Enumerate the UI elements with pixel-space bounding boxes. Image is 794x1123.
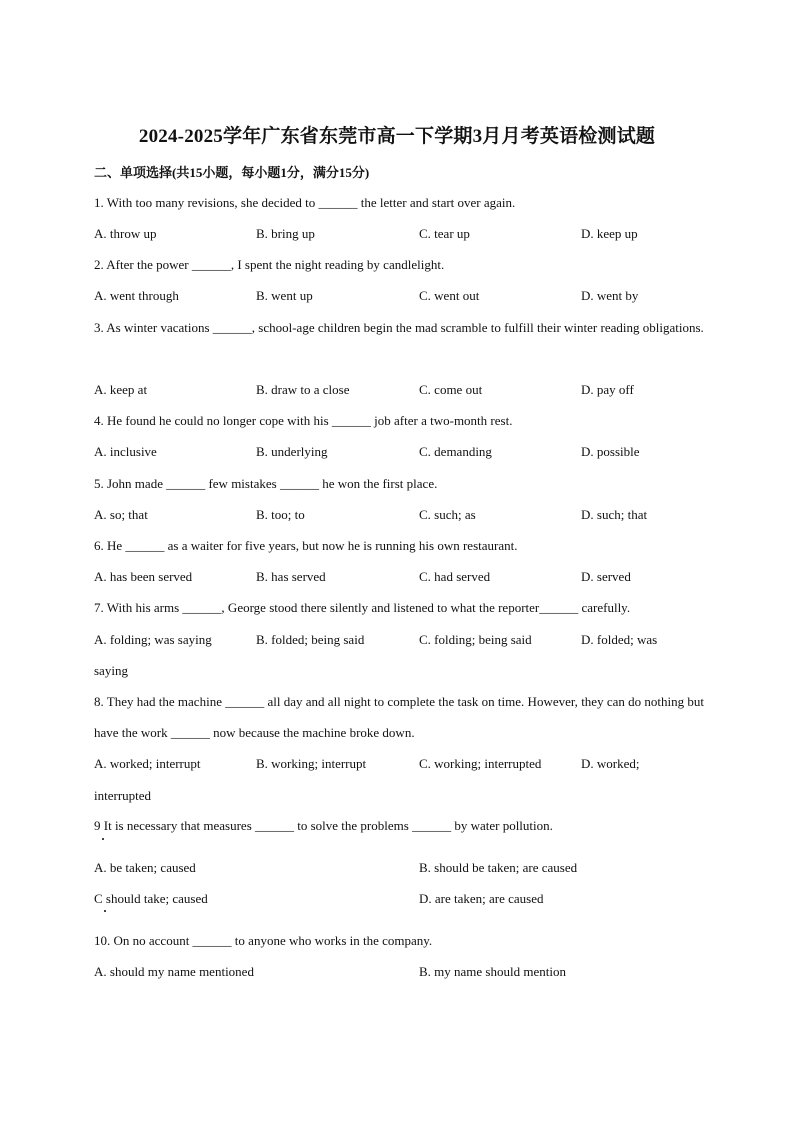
option-b: B. draw to a close (256, 382, 350, 397)
option-c: C. come out (419, 382, 483, 397)
question-5-stem: 5. John made ______ few mistakes ______ he won the first place. (94, 476, 438, 491)
option-c: C. folding; being said (419, 632, 532, 647)
option-d-continuation: saying (94, 663, 128, 678)
option-d: D. are taken; are caused (419, 891, 544, 906)
option-c: C. went out (419, 288, 480, 303)
option-d: D. keep up (581, 226, 638, 241)
option-a: A. should my name mentioned (94, 964, 254, 979)
question-9-options-row-1 (94, 852, 704, 883)
option-c: C. had served (419, 569, 491, 584)
question-4-stem: 4. He found he could no longer cope with his ______ job after a two-month rest. (94, 413, 513, 428)
question-3-options (94, 374, 704, 405)
page-title: 2024-2025学年广东省东莞市高一下学期3月月考英语检测试题 (138, 126, 656, 147)
option-b: B. my name should mention (419, 964, 566, 979)
question-3-stem: 3. As winter vacations ______, school-age children begin the mad scramble to fulfill their winter reading obligations. (94, 320, 704, 335)
question-1-options (94, 218, 704, 249)
option-b: B. underlying (256, 444, 328, 459)
option-b: B. working; interrupt (256, 756, 367, 771)
question-8-stem: 8. They had the machine ______ all day and all night to complete the task on time. However, they can do nothing but have the work ______ now because the machine broke down. (94, 694, 704, 740)
stray-mark (104, 910, 106, 912)
option-a: A. keep at (94, 382, 148, 397)
option-d: D. worked; (581, 756, 640, 771)
option-d: D. pay off (581, 382, 634, 397)
question-10-options (94, 956, 704, 987)
option-c: C should take; caused (94, 891, 208, 906)
question-7-options (94, 624, 704, 655)
option-b: B. folded; being said (256, 632, 365, 647)
option-d: D. went by (581, 288, 639, 303)
question-6-options (94, 561, 704, 592)
question-10-stem: 10. On no account ______ to anyone who works in the company. (94, 933, 433, 948)
option-b: B. has served (256, 569, 326, 584)
stray-mark (102, 838, 104, 840)
question-2-options (94, 280, 704, 311)
option-a: A. worked; interrupt (94, 756, 201, 771)
question-6-stem: 6. He ______ as a waiter for five years, but now he is running his own restaurant. (94, 538, 518, 553)
option-b: B. should be taken; are caused (419, 860, 578, 875)
option-c: C. such; as (419, 507, 476, 522)
question-5-options (94, 499, 704, 530)
question-4-options (94, 436, 704, 467)
section-heading: 二、单项选择(共15小题，每小题1分，满分15分) (94, 165, 370, 180)
option-b: B. went up (256, 288, 313, 303)
option-d: D. served (581, 569, 631, 584)
question-7-stem: 7. With his arms ______, George stood there silently and listened to what the reporter______ carefully. (94, 600, 631, 615)
option-a: A. so; that (94, 507, 148, 522)
option-a: A. has been served (94, 569, 193, 584)
option-a: A. throw up (94, 226, 157, 241)
option-d: D. possible (581, 444, 640, 459)
option-d-continuation: interrupted (94, 788, 152, 803)
option-a: A. be taken; caused (94, 860, 196, 875)
question-9-options-row-2 (94, 883, 704, 914)
question-9-stem: 9 It is necessary that measures ______ to solve the problems ______ by water pollution. (94, 818, 553, 833)
question-2-stem: 2. After the power ______, I spent the night reading by candlelight. (94, 257, 445, 272)
option-c: C. tear up (419, 226, 470, 241)
option-d: D. such; that (581, 507, 648, 522)
option-b: B. too; to (256, 507, 305, 522)
option-c: C. demanding (419, 444, 492, 459)
option-b: B. bring up (256, 226, 315, 241)
option-a: A. went through (94, 288, 179, 303)
question-1-stem: 1. With too many revisions, she decided to ______ the letter and start over again. (94, 195, 516, 210)
question-8-options (94, 748, 704, 779)
option-a: A. folding; was saying (94, 632, 212, 647)
option-c: C. working; interrupted (419, 756, 542, 771)
option-d: D. folded; was (581, 632, 658, 647)
option-a: A. inclusive (94, 444, 157, 459)
